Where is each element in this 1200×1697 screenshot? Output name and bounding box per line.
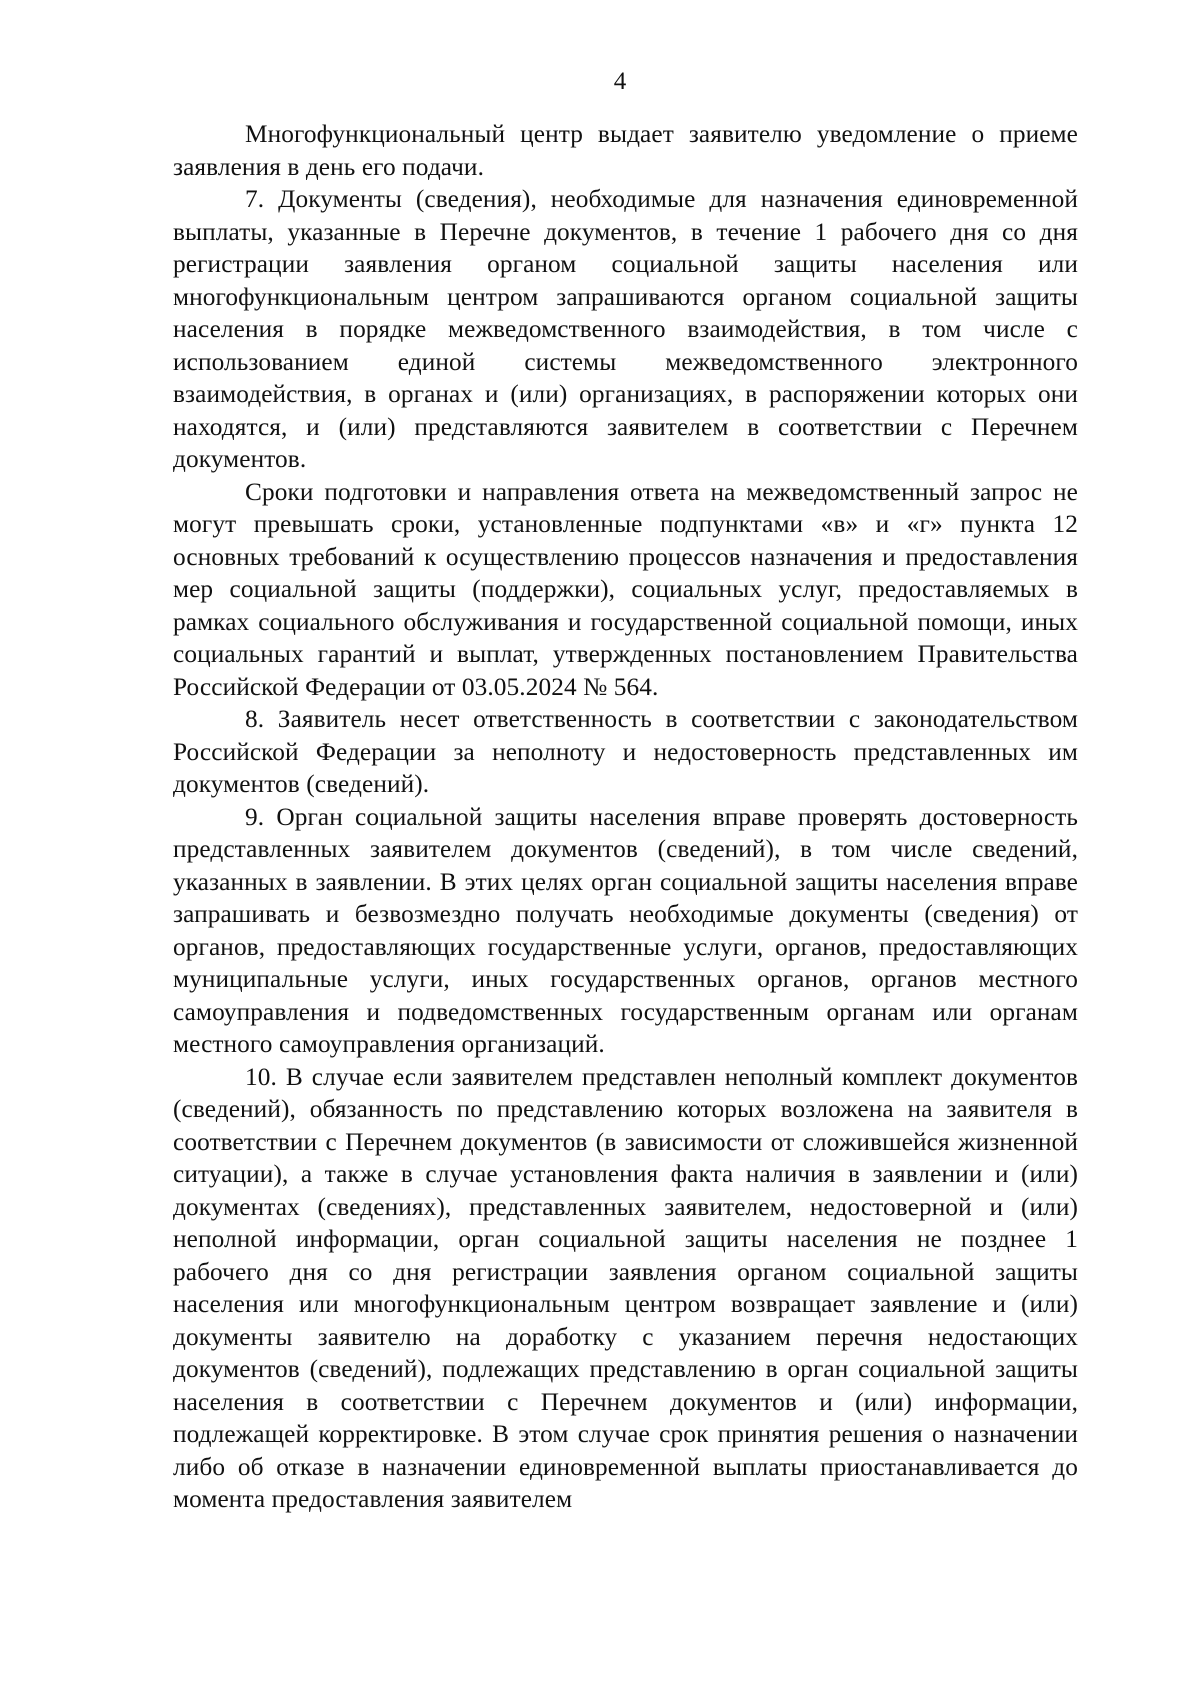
paragraph-item-7: 7. Документы (сведения), необходимые для назначения единовременной выплаты, указанные в Перечне документов, в течение 1 рабочего дня со дня регистрации заявления органом социальной защиты населения или многофункциональным центром запрашиваются органом социальной защиты населения в порядке межведомственного взаимодействия, в том числе с использованием единой системы межведомственного электронного взаимодействия, в органах и (или) организациях, в распоряжении которых они находятся, и (или) представляются заявителем в соответствии с Перечнем документов. (173, 185, 1078, 473)
page-number: 4 (613, 68, 627, 95)
paragraph-item-9: 9. Орган социальной защиты населения вправе проверять достоверность представленных заявителем документов (сведений), в том числе сведений, указанных в заявлении. В этих целях орган социальной защиты населения вправе запрашивать и безвозмездно получать необходимые документы (сведения) от органов, предоставляющих государственные услуги, органов, предоставляющих муниципальные услуги, иных государственных органов, органов местного самоуправления и подведомственных государственным органам или органам местного самоуправления организаций. (173, 802, 1078, 1058)
paragraph-item-8: 8. Заявитель несет ответственность в соответствии с законодательством Российской Федерации за неполноту и недостоверность представленных им документов (сведений). (173, 705, 1078, 798)
paragraph-item-10: 10. В случае если заявителем представлен неполный комплект документов (сведений), обязанность по представлению которых возложена на заявителя в соответствии с Перечнем документов (в зависимости от сложившейся жизненной ситуации), а также в случае установления факта наличия в заявлении и (или) документах (сведениях), представленных заявителем, недостоверной и (или) неполной информации, орган социальной защиты населения не позднее 1 рабочего дня со дня регистрации заявления органом социальной защиты населения или многофункциональным центром возвращает заявление и (или) документы заявителю на доработку с указанием перечня недостающих документов (сведений), подлежащих представлению в орган социальной защиты населения в соответствии с Перечнем документов и (или) информации, подлежащей корректировке. В этом случае срок принятия решения о назначении либо об отказе в назначении единовременной выплаты приостанавливается до момента предоставления заявителем (173, 1062, 1078, 1513)
paragraph-response-deadlines: Сроки подготовки и направления ответа на межведомственный запрос не могут превышать сроки, установленные подпунктами «в» и «г» пункта 12 основных требований к осуществлению процессов назначения и предоставления мер социальной защиты (поддержки), социальных услуг, предоставляемых в рамках социального обслуживания и государственной социальной помощи, иных социальных гарантий и выплат, утвержденных постановлением Правительства Российской Федерации от 03.05.2024 № 564. (173, 477, 1078, 701)
document-body (173, 118, 1078, 1516)
paragraph-mfc-notice: Многофункциональный центр выдает заявителю уведомление о приеме заявления в день его подачи. (173, 120, 1078, 181)
